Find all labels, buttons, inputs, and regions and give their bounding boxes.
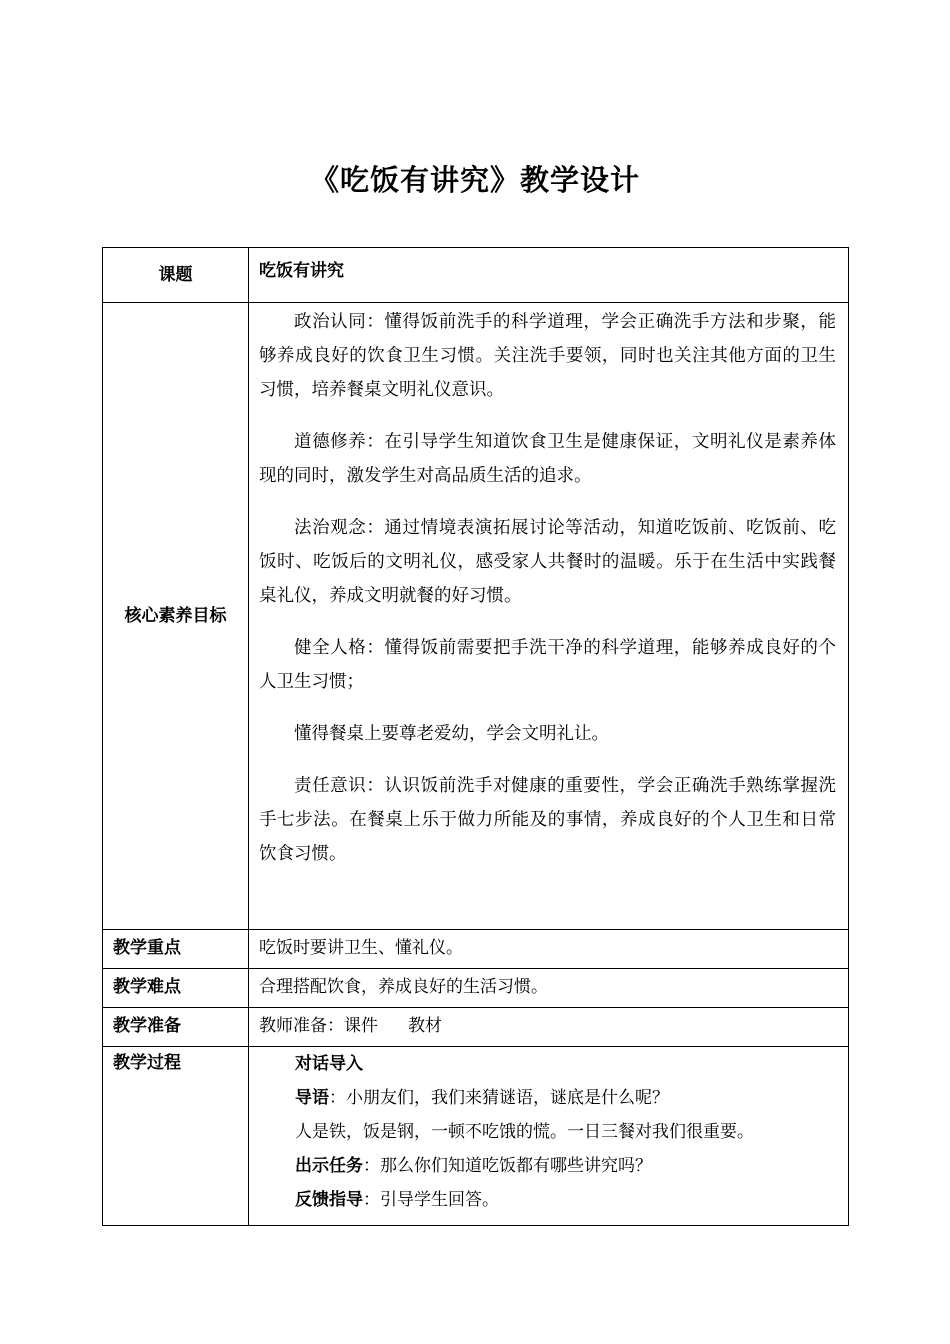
difficulties-label: 教学难点: [103, 969, 249, 1008]
core-goals-label: 核心素养目标: [103, 303, 249, 930]
difficulties-value: 合理搭配饮食，养成良好的生活习惯。: [249, 969, 849, 1008]
topic-value: 吃饭有讲究: [249, 248, 849, 303]
process-line-label: 导语: [295, 1088, 329, 1108]
goal-paragraph: 健全人格：懂得饭前需要把手洗干净的科学道理，能够养成良好的个人卫生习惯；: [259, 638, 836, 692]
lesson-plan-table: [102, 247, 849, 1226]
key-points-label: 教学重点: [103, 930, 249, 969]
topic-label: 课题: [103, 248, 249, 303]
preparation-textbook: 教材: [408, 1016, 442, 1036]
process-line: [295, 1081, 838, 1115]
key-points-value: 吃饭时要讲卫生、懂礼仪。: [249, 930, 849, 969]
key-points-row: [103, 930, 849, 969]
process-line: [295, 1183, 838, 1217]
process-line-text: ：小朋友们，我们来猜谜语，谜底是什么呢？: [329, 1088, 669, 1108]
process-label: 教学过程: [103, 1047, 249, 1226]
goal-paragraph: 政治认同：懂得饭前洗手的科学道理，学会正确洗手方法和步聚，能够养成良好的饮食卫生习惯。关注洗手要领，同时也关注其他方面的卫生习惯，培养餐桌文明礼仪意识。: [259, 312, 836, 400]
process-line-text: ：那么你们知道吃饭都有哪些讲究吗？: [363, 1156, 652, 1176]
goal-paragraph: 道德修养：在引导学生知道饮食卫生是健康保证，文明礼仪是素养体现的同时，激发学生对高品质生活的追求。: [259, 432, 836, 486]
preparation-courseware: 教师准备：课件: [259, 1016, 378, 1036]
process-line: [295, 1149, 838, 1183]
process-row: [103, 1047, 849, 1226]
topic-row: [103, 248, 849, 303]
process-heading: 对话导入: [295, 1054, 363, 1074]
process-content: [249, 1047, 849, 1226]
preparation-value: [249, 1008, 849, 1047]
core-goals-row: [103, 303, 849, 930]
core-goals-content: [249, 303, 849, 930]
goal-paragraph: 法治观念：通过情境表演拓展讨论等活动，知道吃饭前、吃饭前、吃饭时、吃饭后的文明礼仪，感受家人共餐时的温暖。乐于在生活中实践餐桌礼仪，养成文明就餐的好习惯。: [259, 518, 836, 606]
process-line-label: 出示任务: [295, 1156, 363, 1176]
goal-paragraph: 责任意识：认识饭前洗手对健康的重要性，学会正确洗手熟练掌握洗手七步法。在餐桌上乐于做力所能及的事情，养成良好的个人卫生和日常饮食习惯。: [259, 776, 836, 864]
preparation-label: 教学准备: [103, 1008, 249, 1047]
preparation-row: [103, 1008, 849, 1047]
process-line-label: 反馈指导: [295, 1190, 363, 1210]
document-title: 《吃饭有讲究》教学设计: [309, 163, 640, 197]
process-line: 人是铁，饭是钢，一顿不吃饿的慌。一日三餐对我们很重要。: [295, 1122, 754, 1142]
goal-paragraph: 懂得餐桌上要尊老爱幼，学会文明礼让。: [294, 724, 609, 744]
process-line-text: ：引导学生回答。: [363, 1190, 499, 1210]
difficulties-row: [103, 969, 849, 1008]
